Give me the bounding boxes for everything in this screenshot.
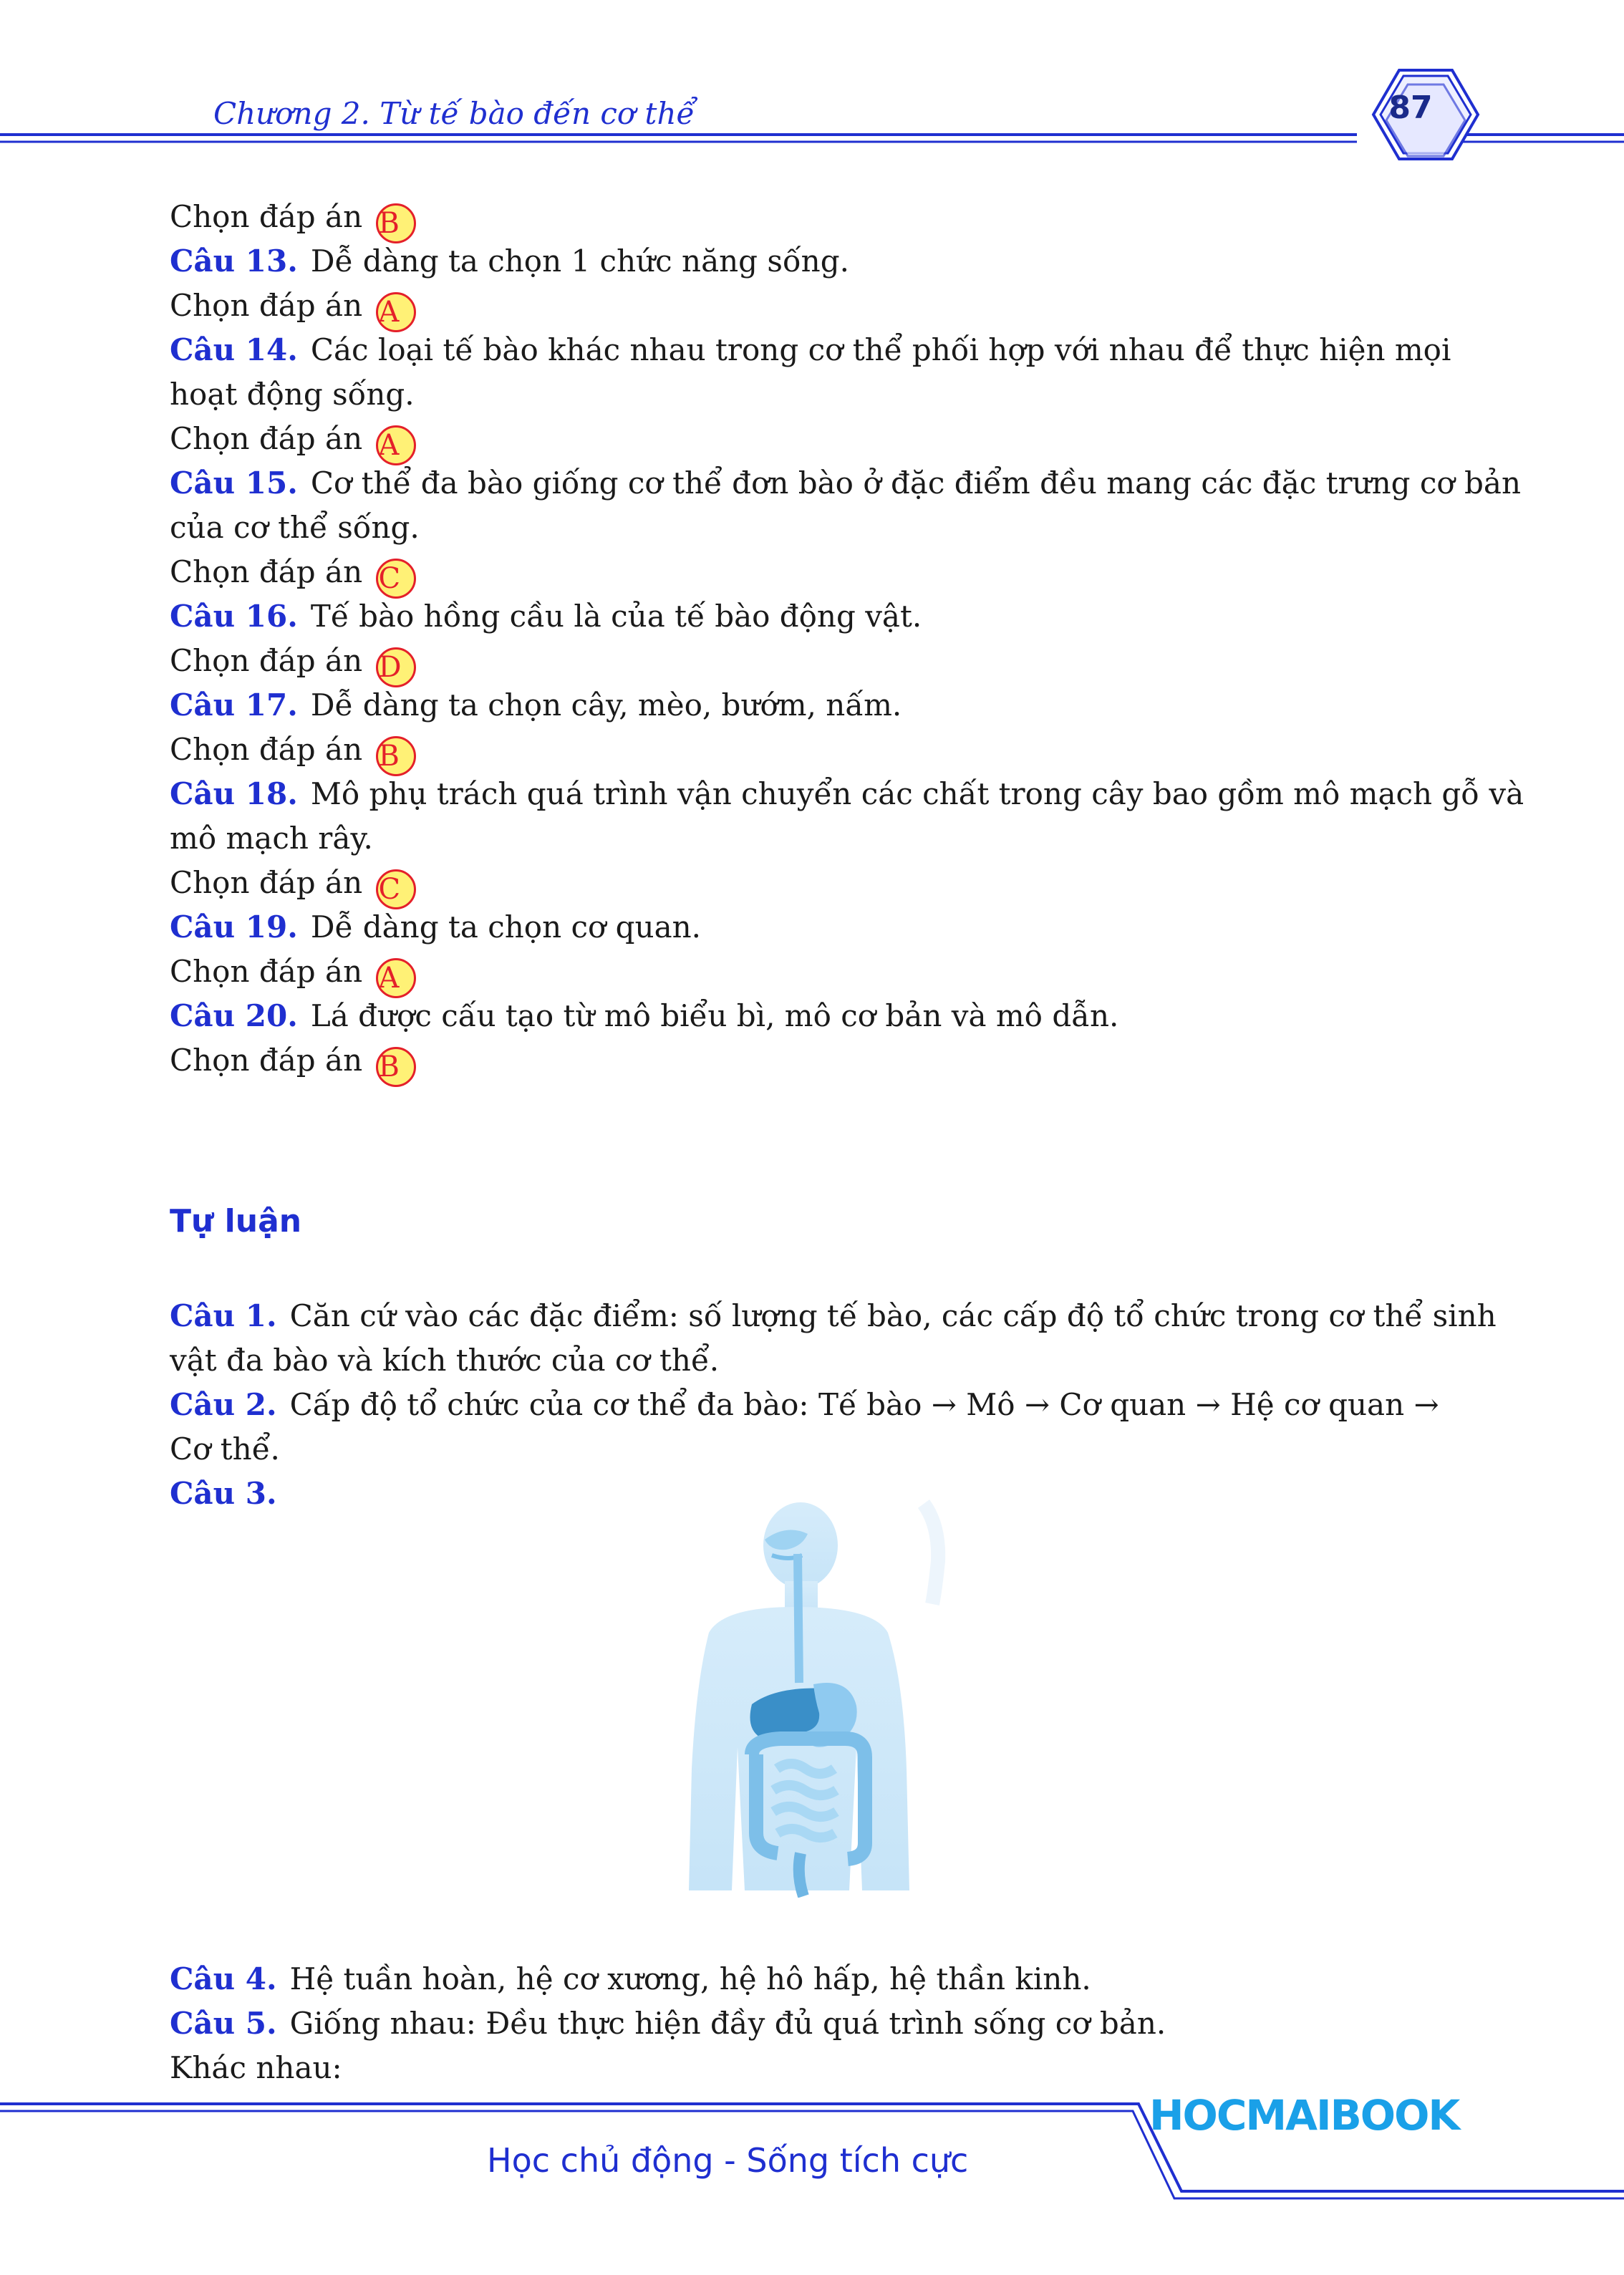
essay-row [170, 1294, 1497, 1338]
question-text: Cấp độ tổ chức của cơ thể đa bào: Tế bào → Mô → Cơ quan → Hệ cơ quan → [289, 1387, 1439, 1422]
question-label: Câu 3. [170, 1476, 277, 1511]
essay-row [170, 1338, 1439, 1383]
question-row [170, 506, 1439, 550]
question-label: Câu 17. [170, 687, 298, 723]
question-row [170, 372, 1439, 417]
answer-choice-badge: D [376, 647, 416, 687]
question-row [170, 461, 1522, 506]
question-row [170, 683, 1439, 728]
question-label: Câu 2. [170, 1387, 277, 1422]
answer-row [170, 728, 1439, 772]
answer-prefix: Chọn đáp án [170, 954, 363, 989]
answer-choice-badge: C [376, 559, 416, 599]
answer-choice-badge: A [376, 425, 416, 465]
answer-row [170, 284, 1439, 328]
essay-row [170, 1427, 1439, 1472]
question-label: Câu 1. [170, 1298, 277, 1333]
question-text: Cơ thể. [170, 1431, 280, 1467]
question-text: Dễ dàng ta chọn cây, mèo, bướm, nấm. [310, 687, 902, 723]
answer-prefix: Chọn đáp án [170, 199, 363, 234]
question-row [170, 239, 1439, 284]
section-title: Tự luận [170, 1203, 302, 1240]
answer-choice-badge: C [376, 869, 416, 909]
answer-row [170, 861, 1439, 905]
essay-row [170, 1957, 1439, 2001]
question-label: Câu 18. [170, 776, 298, 811]
essay-list-bottom [170, 1957, 1439, 2090]
question-text: Hệ tuần hoàn, hệ cơ xương, hệ hô hấp, hệ thần kinh. [289, 1961, 1091, 1996]
answer-prefix: Chọn đáp án [170, 288, 363, 323]
footer-motto: Học chủ động - Sống tích cực [487, 2141, 969, 2180]
question-row [170, 772, 1524, 816]
answer-row [170, 417, 1439, 461]
question-row [170, 994, 1439, 1038]
question-label: Câu 16. [170, 599, 298, 634]
publisher-logo: HOCMAIBOOK [1149, 2091, 1459, 2140]
question-text: mô mạch rây. [170, 821, 373, 856]
question-text: Cơ thể đa bào giống cơ thể đơn bào ở đặc điểm đều mang các đặc trưng cơ bản [310, 465, 1522, 501]
essay-row [170, 1383, 1439, 1427]
question-label: Câu 19. [170, 909, 298, 945]
question-text: Giống nhau: Đều thực hiện đầy đủ quá trình sống cơ bản. [289, 2006, 1166, 2041]
answer-choice-badge: A [376, 958, 416, 998]
essay-row [170, 2001, 1439, 2046]
digestive-system-illustration [644, 1497, 974, 1898]
answer-prefix: Chọn đáp án [170, 1043, 363, 1078]
answer-row [170, 950, 1439, 994]
question-text: của cơ thể sống. [170, 510, 420, 545]
page-number: 87 [1388, 90, 1433, 126]
question-label: Câu 13. [170, 243, 298, 279]
question-text: Tế bào hồng cầu là của tế bào động vật. [310, 599, 922, 634]
question-label: Câu 5. [170, 2006, 277, 2041]
question-text: Dễ dàng ta chọn cơ quan. [310, 909, 702, 945]
answer-row [170, 195, 1439, 239]
answer-choice-badge: B [376, 1047, 416, 1087]
question-row [170, 905, 1439, 950]
question-label: Câu 15. [170, 465, 298, 501]
question-label: Câu 14. [170, 332, 298, 367]
answer-choice-badge: B [376, 203, 416, 243]
question-row [170, 816, 1439, 861]
question-label: Câu 20. [170, 998, 298, 1033]
question-text: Khác nhau: [170, 2050, 342, 2085]
answer-choice-badge: B [376, 736, 416, 776]
answer-row [170, 550, 1439, 594]
answer-prefix: Chọn đáp án [170, 554, 363, 589]
question-label: Câu 4. [170, 1961, 277, 1996]
answer-prefix: Chọn đáp án [170, 865, 363, 900]
answer-prefix: Chọn đáp án [170, 421, 363, 456]
question-text: Mô phụ trách quá trình vận chuyển các chất trong cây bao gồm mô mạch gỗ và [310, 776, 1524, 811]
question-text: hoạt động sống. [170, 377, 415, 412]
answer-row [170, 1038, 1439, 1083]
answer-prefix: Chọn đáp án [170, 643, 363, 678]
question-text: Các loại tế bào khác nhau trong cơ thể phối hợp với nhau để thực hiện mọi [310, 332, 1451, 367]
question-row [170, 328, 1451, 372]
question-text: Lá được cấu tạo từ mô biểu bì, mô cơ bản và mô dẫn. [310, 998, 1119, 1033]
answer-choice-badge: A [376, 292, 416, 332]
question-row [170, 594, 1439, 639]
question-text: Căn cứ vào các đặc điểm: số lượng tế bào, các cấp độ tổ chức trong cơ thể sinh [289, 1298, 1497, 1333]
answer-prefix: Chọn đáp án [170, 732, 363, 767]
essay-list-top [170, 1294, 1497, 1516]
answer-row [170, 639, 1439, 683]
question-text: vật đa bào và kích thước của cơ thể. [170, 1343, 720, 1378]
question-text: Dễ dàng ta chọn 1 chức năng sống. [310, 243, 849, 279]
chapter-title: Chương 2. Từ tế bào đến cơ thể [213, 96, 695, 131]
answer-list [170, 195, 1524, 1083]
